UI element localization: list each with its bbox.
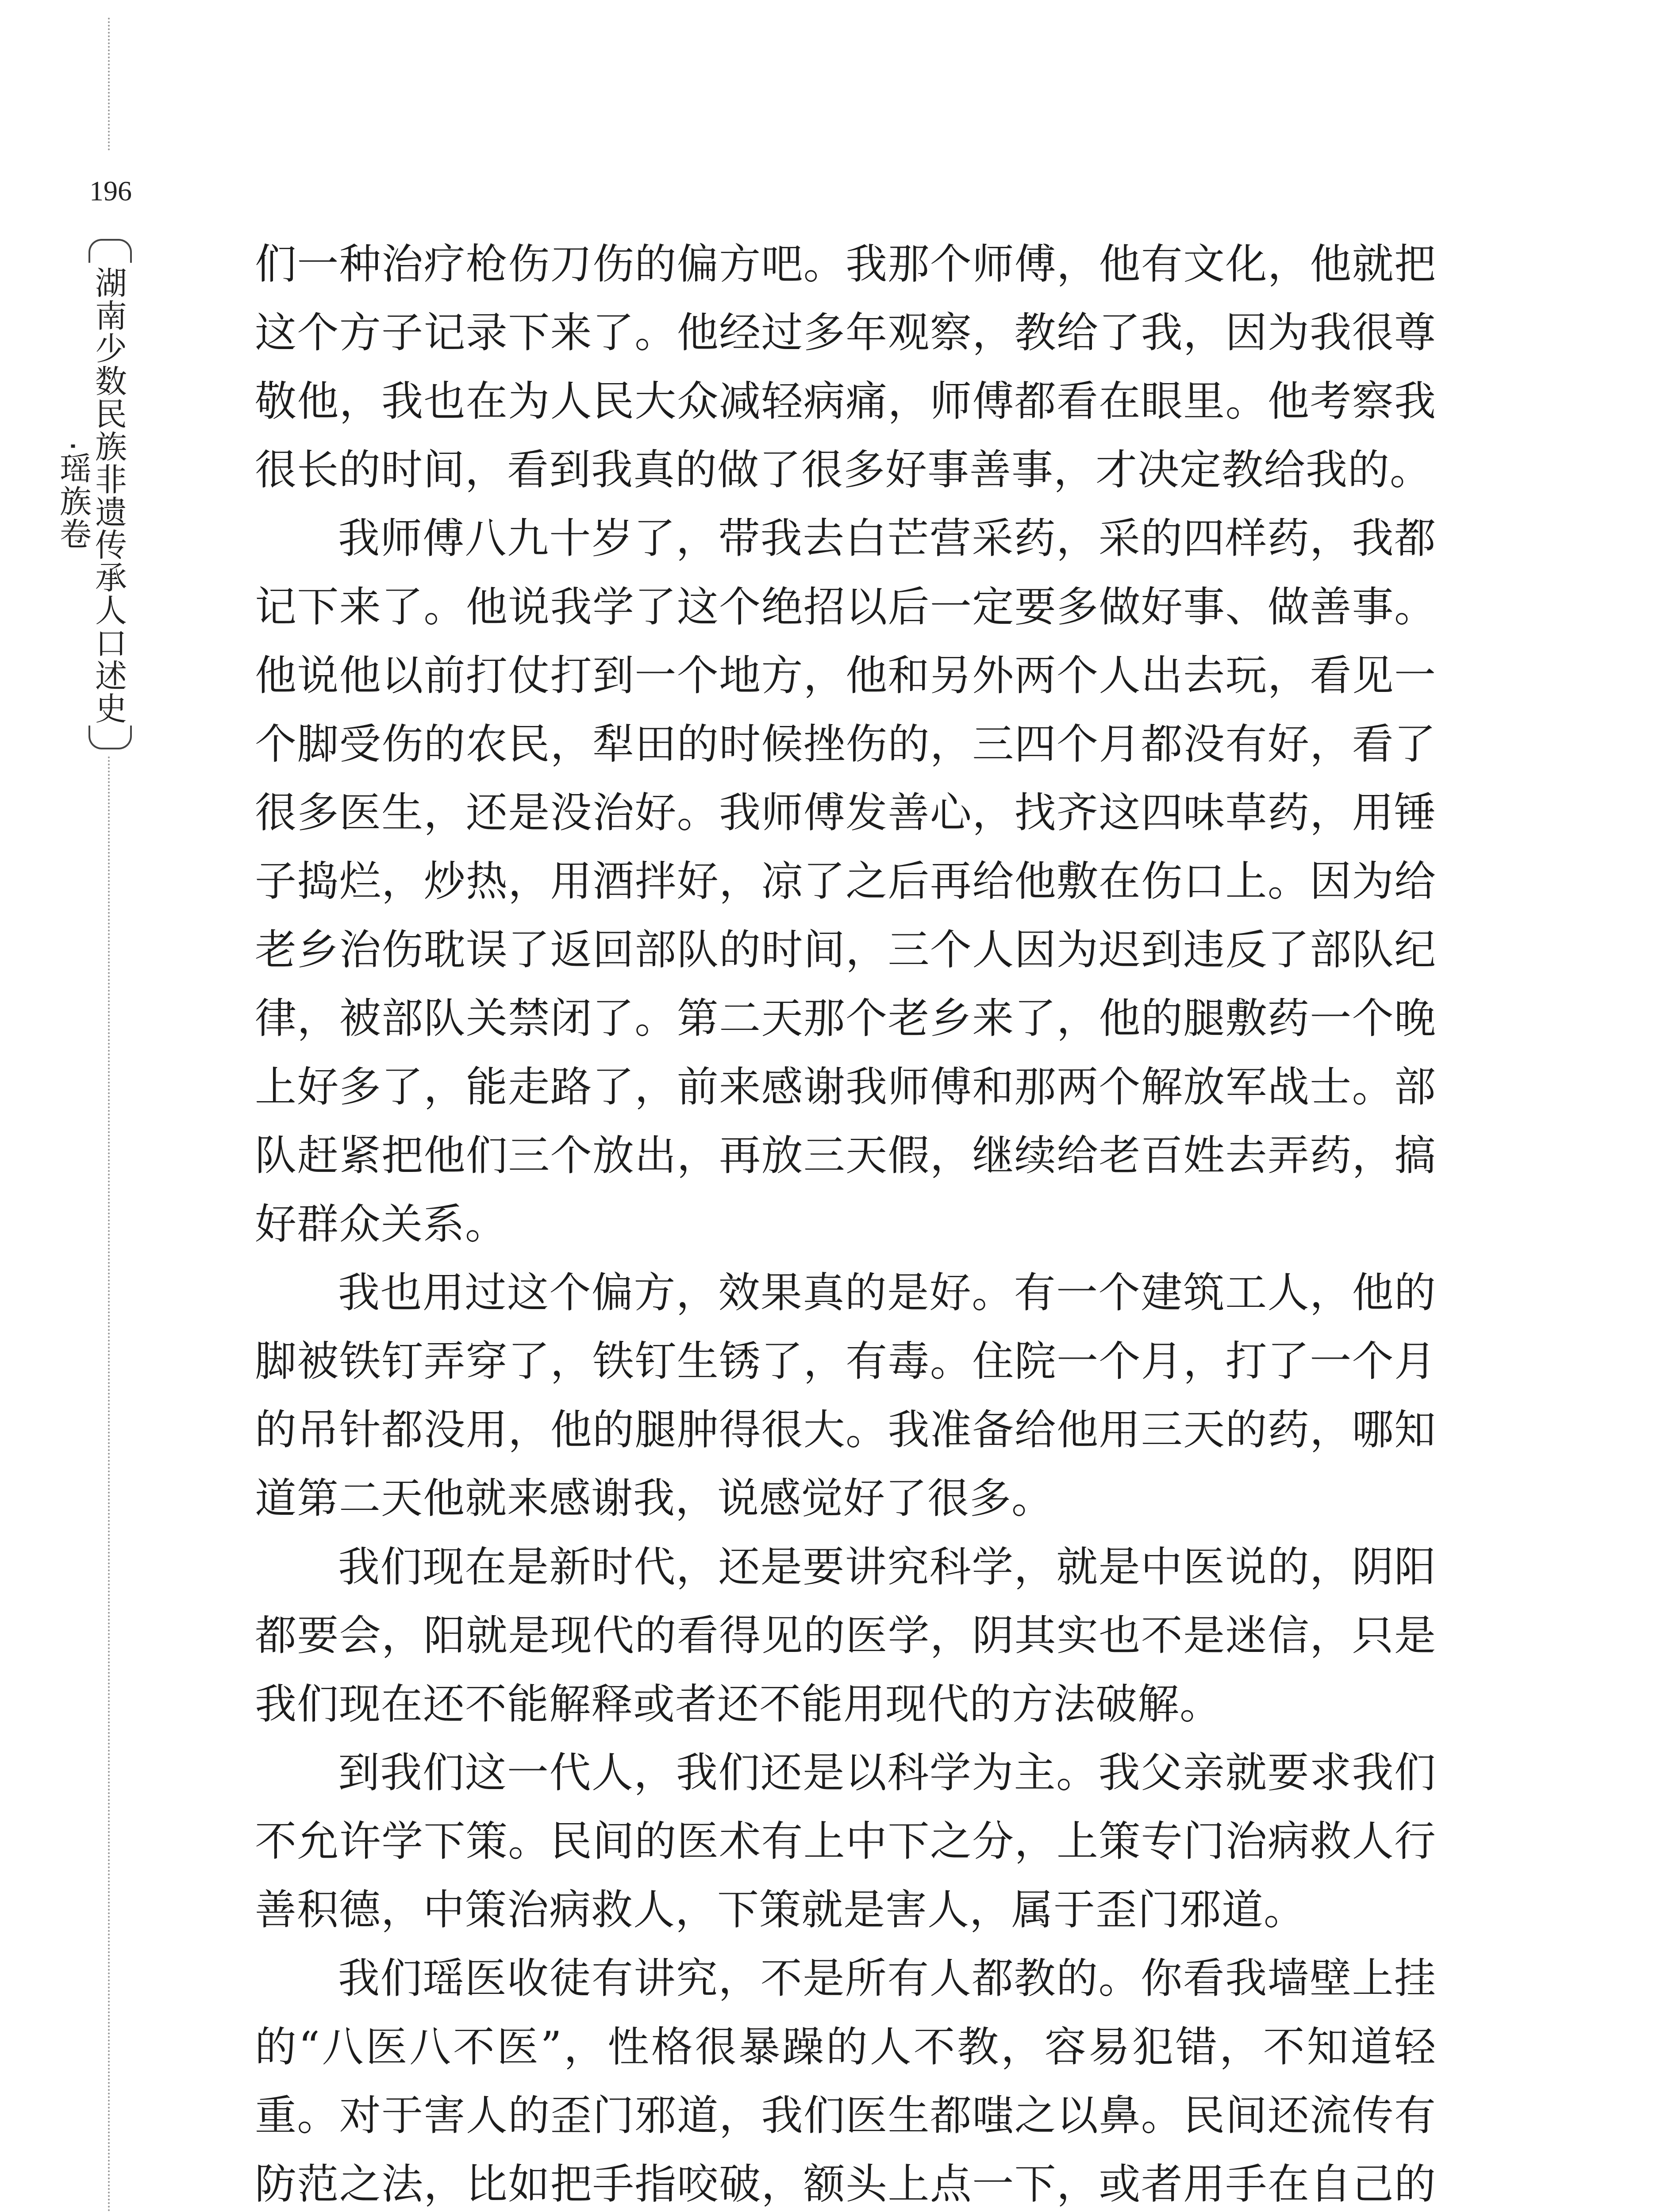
paragraph: 我师傅八九十岁了，带我去白芒营采药，采的四样药，我都记下来了。他说我学了这个绝招以后一定要多做好事、做善事。他说他以前打仗打到一个地方，他和另外两个人出去玩，看见一个脚受伤的农民，犁田的时候挫伤的，三四个月都没有好，看了很多医生，还是没治好。我师傅发善心，找齐这四味草药，用锤子捣烂，炒热，用酒拌好，凉了之后再给他敷在伤口上。因为给老乡治伤耽误了返回部队的时间，三个人因为迟到违反了部队纪律，被部队关禁闭了。第二天那个老乡来了，他的腿敷药一个晚上好多了，能走路了，前来感谢我师傅和那两个解放军战士。部队赶紧把他们三个放出，再放三天假，继续给老百姓去弄药，搞好群众关系。 [255,515,1436,1248]
paragraph-continued: 们一种治疗枪伤刀伤的偏方吧。我那个师傅，他有文化，他就把这个方子记录下来了。他经过多年观察，教给了我，因为我很尊敬他，我也在为人民大众减轻病痛，师傅都看在眼里。他考察我很长的时间，看到我真的做了很多好事善事，才决定教给我的。 [255,240,1436,494]
side-title-bracket-bottom [88,726,132,749]
margin-dotted-rule-top [108,18,110,150]
paragraph: 到我们这一代人，我们还是以科学为主。我父亲就要求我们不允许学下策。民间的医术有上中下之分，上策专门治病救人行善积德，中策治病救人，下策就是害人，属于歪门邪道。 [255,1749,1436,1934]
side-title-bracket-top [88,239,132,263]
paragraph: 我们瑶医收徒有讲究，不是所有人都教的。你看我墙壁上挂的“八医八不医”，性格很暴躁的人不教，容易犯错，不知道轻重。对于害人的歪门邪道，我们医生都嗤之以鼻。民间还流传有防范之法，比如把手指咬破，额头上点一下，或者用手在自己的 [255,1955,1436,2208]
body-text [255,230,1436,2212]
page-number: 196 [89,175,132,207]
paragraph: 我们现在是新时代，还是要讲究科学，就是中医说的，阴阳都要会，阳就是现代的看得见的医学，阴其实也不是迷信，只是我们现在还不能解释或者还不能用现代的方法破解。 [255,1543,1436,1728]
margin-dotted-rule-bottom [108,757,110,2212]
paragraph: 我也用过这个偏方，效果真的是好。有一个建筑工人，他的脚被铁钉弄穿了，铁钉生锈了，有毒。住院一个月，打了一个月的吊针都没用，他的腿肿得很大。我准备给他用三天的药，哪知道第二天他就来感谢我，说感觉好了很多。 [255,1269,1436,1523]
side-running-title: 湖南少数民族非遗传承人口述史·瑶族卷 [54,266,127,725]
